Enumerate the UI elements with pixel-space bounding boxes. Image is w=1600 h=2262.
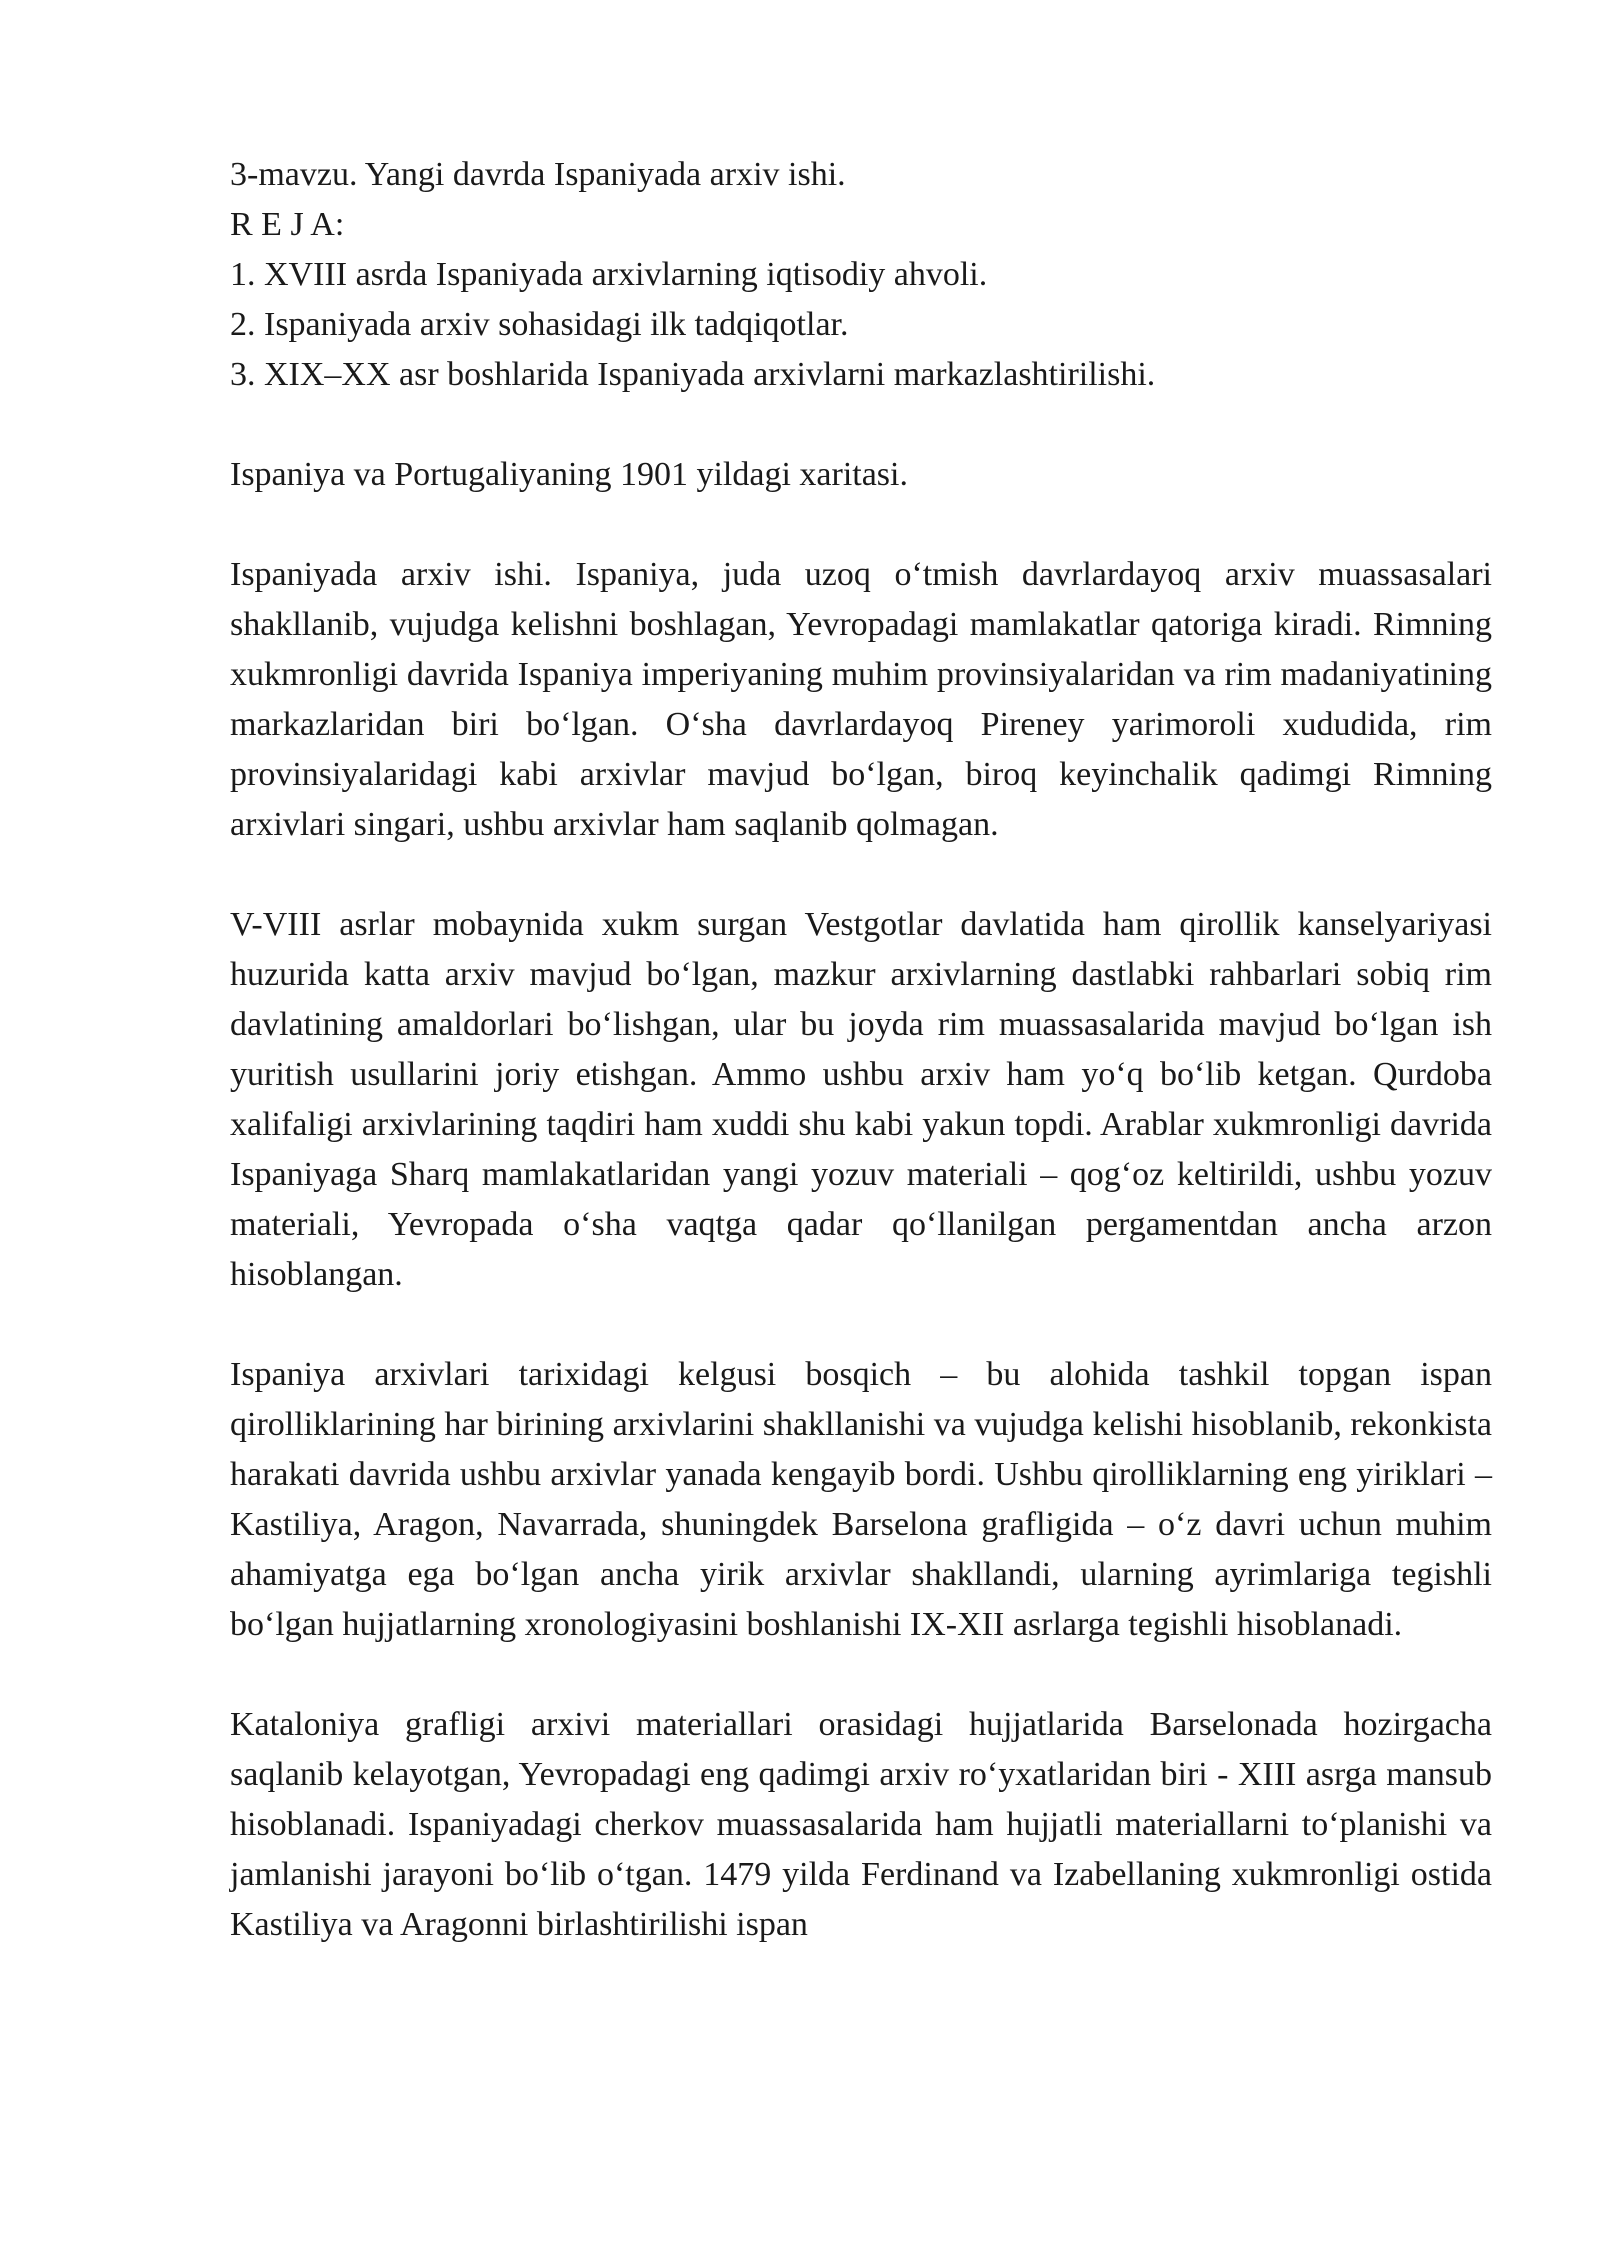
body-paragraph: V-VIII asrlar mobaynida xukm surgan Vestgotlar davlatida ham qirollik kanselyariyasi huzurida katta arxiv mavjud bo‘lgan, mazkur arxivlarning dastlabki rahbarlari sobiq rim davlatining amaldorlari bo‘lishgan, ular bu joyda rim muassasalarida mavjud bo‘lgan ish yuritish usullarini joriy etishgan. Ammo ushbu arxiv ham yo‘q bo‘lib ketgan. Qurdoba xalifaligi arxivlarining taqdiri ham xuddi shu kabi yakun topdi. Arablar xukmronligi davrida Ispaniyaga Sharq mamlakatlaridan yangi yozuv materiali – qog‘oz keltirildi, ushbu yozuv materiali, Yevropada o‘sha vaqtga qadar qo‘llanilgan pergamentdan ancha arzon hisoblangan. xyxy=(230,906,1492,1293)
blank-line xyxy=(230,500,1492,550)
plan-item: 3. XIX–XX asr boshlarida Ispaniyada arxivlarni markazlashtirilishi. xyxy=(230,356,1156,393)
body-paragraph: Kataloniya grafligi arxivi materiallari orasidagi hujjatlarida Barselonada hozirgacha saqlanib kelayotgan, Yevropadagi eng qadimgi arxiv ro‘yxatlaridan biri - XIII asrga mansub hisoblanadi. Ispaniyadagi cherkov muassasalarida ham hujjatli materiallarni to‘planishi va jamlanishi jarayoni bo‘lib o‘tgan. 1479 yilda Ferdinand va Izabellaning xukmronligi ostida Kastiliya va Aragonni birlashtirilishi ispan xyxy=(230,1706,1492,1943)
blank-line xyxy=(230,1300,1492,1350)
blank-line xyxy=(230,1650,1492,1700)
plan-item: 1. XVIII asrda Ispaniyada arxivlarning iqtisodiy ahvoli. xyxy=(230,256,988,293)
document-page xyxy=(230,150,1492,1950)
map-caption: Ispaniya va Portugaliyaning 1901 yildagi xaritasi. xyxy=(230,456,908,493)
plan-label: R E J A: xyxy=(230,206,345,243)
body-paragraph: Ispaniya arxivlari tarixidagi kelgusi bosqich – bu alohida tashkil topgan ispan qirolliklarining har birining arxivlarini shakllanishi va vujudga kelishi hisoblanib, rekonkista harakati davrida ushbu arxivlar yanada kengayib bordi. Ushbu qirolliklarning eng yiriklari – Kastiliya, Aragon, Navarrada, shuningdek Barselona grafligida – o‘z davri uchun muhim ahamiyatga ega bo‘lgan ancha yirik arxivlar shakllandi, ularning ayrimlariga tegishli bo‘lgan hujjatlarning xronologiyasini boshlanishi IX-XII asrlarga tegishli hisoblanadi. xyxy=(230,1356,1492,1643)
blank-line xyxy=(230,850,1492,900)
topic-title: 3-mavzu. Yangi davrda Ispaniyada arxiv ishi. xyxy=(230,156,846,193)
blank-line xyxy=(230,400,1492,450)
body-paragraph: Ispaniyada arxiv ishi. Ispaniya, juda uzoq o‘tmish davrlardayoq arxiv muassasalari shakllanib, vujudga kelishni boshlagan, Yevropadagi mamlakatlar qatoriga kiradi. Rimning xukmronligi davrida Ispaniya imperiyaning muhim provinsiyalaridan va rim madaniyatining markazlaridan biri bo‘lgan. O‘sha davrlardayoq Pireney yarimoroli xududida, rim provinsiyalaridagi kabi arxivlar mavjud bo‘lgan, biroq keyinchalik qadimgi Rimning arxivlari singari, ushbu arxivlar ham saqlanib qolmagan. xyxy=(230,556,1492,843)
plan-item: 2. Ispaniyada arxiv sohasidagi ilk tadqiqotlar. xyxy=(230,306,849,343)
